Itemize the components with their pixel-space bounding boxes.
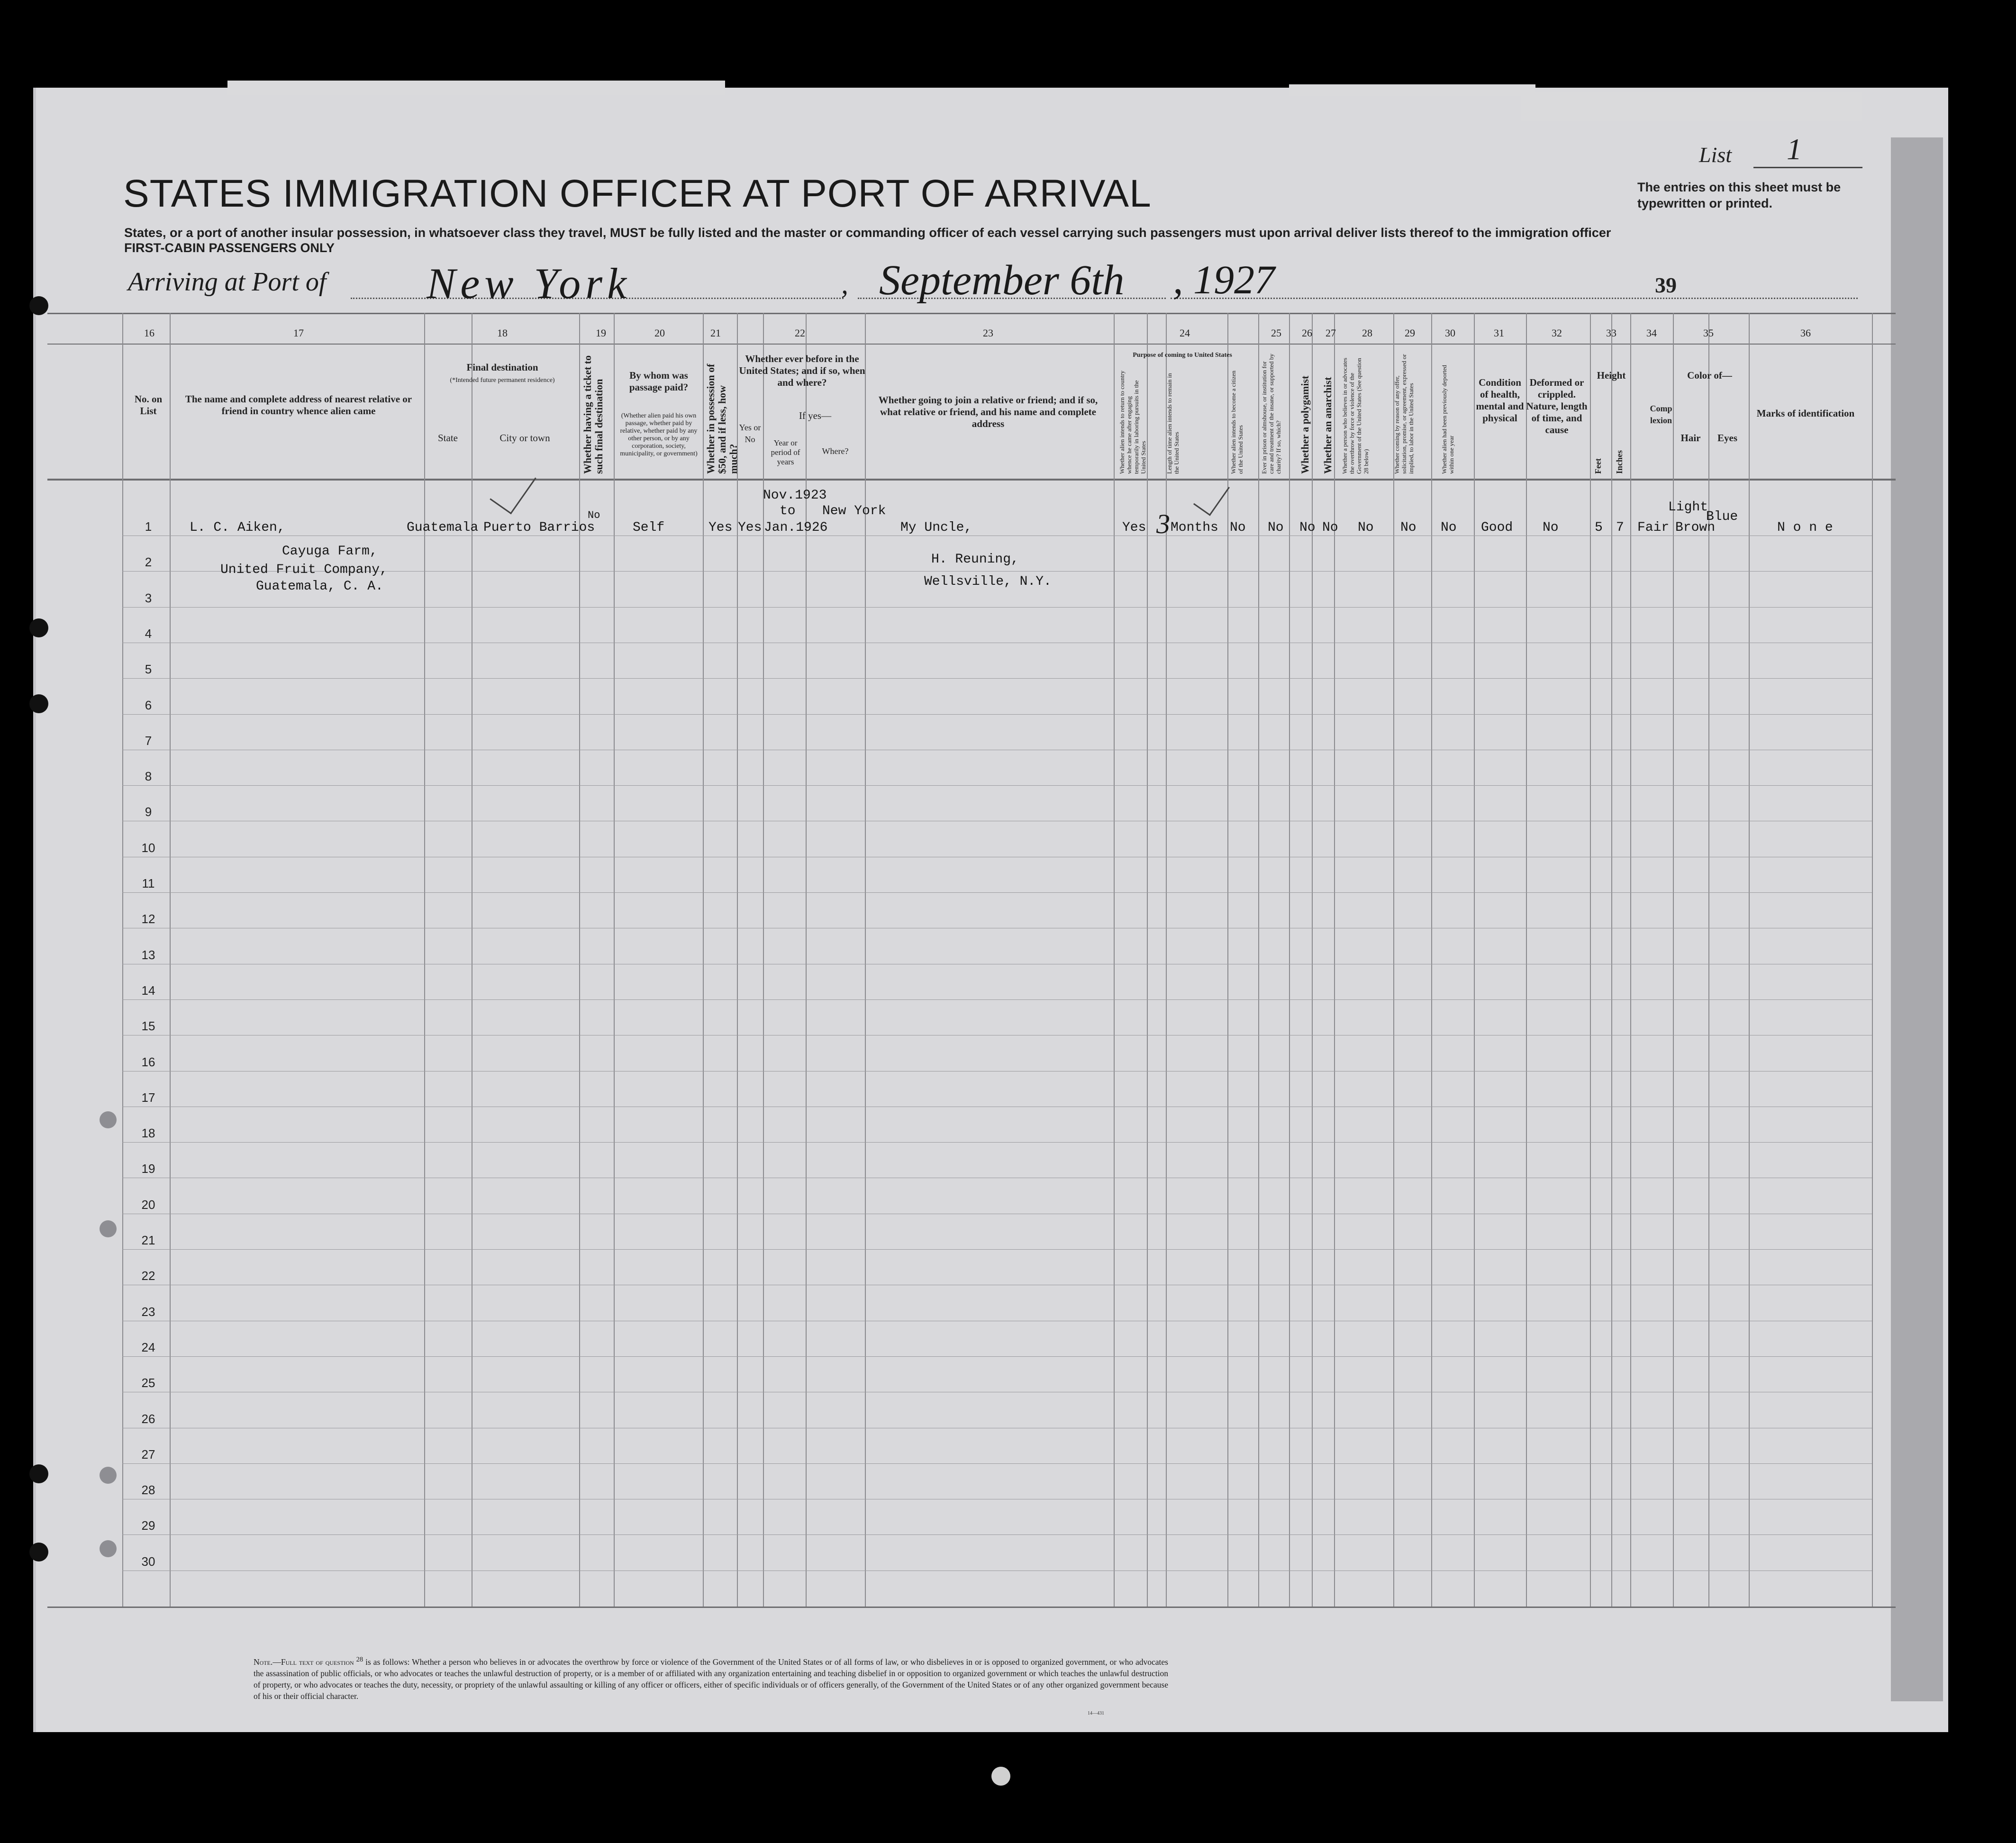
torn-top-edge [1289,84,1535,96]
row-number: 12 [141,912,155,926]
torn-top-edge [227,81,725,95]
punch-hole [100,1467,117,1484]
row-number: 19 [141,1162,155,1176]
column-number-18: 18 [497,327,508,339]
punch-hole [100,1220,117,1237]
header-final-destination-note: (*Intended future permanent residence) [450,377,555,384]
column-divider [1114,313,1115,1607]
stay-duration-unit: Months [1171,520,1218,535]
row-number: 1 [145,519,152,534]
column-divider [737,313,738,1607]
column-divider [1872,313,1873,1607]
column-divider [1474,313,1475,1607]
header-polygamist: Whether a polygamist [1299,375,1311,474]
column-divider [1526,313,1527,1607]
has-ticket: No [588,509,600,521]
column-divider [170,313,171,1607]
is-anarchist: No [1322,520,1338,535]
labor-offer: No [1400,520,1417,535]
previously-deported: No [1441,520,1457,535]
header-no-on-list: No. on List [134,393,163,417]
row-number: 23 [141,1304,155,1319]
footnote-question-number: 28 [356,1656,363,1663]
identification-marks: N o n e [1777,520,1833,535]
column-divider [763,313,764,1607]
column-number-35: 35 [1703,327,1714,339]
arrival-date-handwritten: September 6th [879,257,1125,304]
joining-address: Wellsville, N.Y. [924,574,1052,589]
header-before-yes-no: Yes or No [739,423,761,444]
row-number: 14 [141,983,155,998]
port-handwritten: New York [427,259,631,308]
row-rule [122,892,1872,893]
row-number: 21 [141,1233,155,1247]
column-number-24: 24 [1180,327,1190,339]
row-number: 27 [141,1447,155,1462]
header-overthrow: Whether a person who believes in or advocates the overthrow by force or violence of the Government of the United States (See question 28 below) [1341,357,1370,474]
joining-relationship: My Uncle, [900,520,972,535]
form-code: 14—431 [1088,1711,1104,1716]
row-number: 18 [141,1126,155,1141]
date-separator: , [841,268,848,300]
punch-hole [100,1540,117,1557]
column-number-22: 22 [795,327,805,339]
column-number-23: 23 [983,327,993,339]
row-rule [122,1249,1872,1250]
relative-name: L. C. Aiken, [190,520,285,535]
height-feet: 5 [1595,520,1603,535]
header-marks-identification: Marks of identification [1756,408,1855,419]
row-number: 26 [141,1411,155,1426]
stay-duration-number: 3 [1156,508,1170,539]
typewritten-notice: The entries on this sheet must be typewritten or printed. [1637,180,1841,210]
row-number: 22 [141,1269,155,1283]
passenger-class-label: FIRST-CABIN PASSENGERS ONLY [124,241,335,255]
header-hair: Hair [1680,432,1701,444]
row-rule [122,1463,1872,1464]
row-rule [122,999,1872,1000]
footnote-lead: Note.—Full text of question [254,1657,354,1667]
column-number-34: 34 [1646,327,1657,339]
row-rule [122,1356,1872,1357]
header-deformed: Deformed or crippled. Nature, length of time, and cause [1526,377,1588,436]
column-divider [1431,313,1432,1607]
punch-hole [29,1543,48,1562]
complexion-value: Fair [1637,520,1670,535]
header-inches: Inches [1615,450,1624,474]
header-state: State [438,432,458,444]
row-rule [122,1142,1872,1143]
eye-color: Blue [1706,509,1738,524]
column-number-32: 32 [1552,327,1562,339]
list-number: 1 [1787,132,1802,166]
row-number: 11 [142,876,155,890]
column-divider [1334,313,1335,1607]
header-height: Height [1597,370,1626,381]
header-passage-paid: By whom was passage paid? [629,370,689,393]
advocates-overthrow: No [1358,520,1374,535]
column-number-21: 21 [710,327,721,339]
header-final-destination: Final destination [466,362,538,373]
column-divider [1393,313,1394,1607]
column-divider [806,313,807,1607]
hair-color: Brown [1675,520,1716,535]
column-number-29: 29 [1405,327,1415,339]
header-nearest-relative: The name and complete address of nearest relative or friend in country whence alien came [185,393,412,417]
column-divider [424,313,425,1607]
header-feet: Feet [1593,458,1603,474]
column-number-20: 20 [654,327,665,339]
intends-citizen: No [1230,520,1246,535]
destination-city: Puerto Barrios [483,520,595,535]
column-number-26: 26 [1302,327,1312,339]
column-number-31: 31 [1494,327,1504,339]
punch-hole [29,1464,48,1483]
header-where: Where? [822,446,849,456]
header-ticket: Whether having a ticket to such final destination [581,355,605,474]
list-number-underline [1753,167,1862,168]
header-before-in-us: Whether ever before in the United States; and if so, when and where? [739,353,865,388]
header-if-yes: If yes— [799,410,832,421]
period-to: to [780,504,796,518]
header-complexion: Complexion [1650,404,1672,425]
previous-location: New York [822,504,886,518]
row-number: 16 [141,1054,155,1069]
period-end: Jan.1926 [764,520,828,535]
deformed-crippled: No [1543,520,1559,535]
column-divider [1166,313,1167,1607]
column-divider [122,313,123,1607]
punch-hole [100,1111,117,1128]
column-divider [1590,313,1591,1607]
intends-return: Yes [1122,520,1146,535]
header-condition-health: Condition of health, mental and physical [1476,377,1524,424]
footnote [254,1654,1168,1702]
punch-hole [29,694,48,713]
column-number-33: 33 [1606,327,1616,339]
page-number: 39 [1655,273,1677,297]
column-divider [1749,313,1750,1607]
form-title: STATES IMMIGRATION OFFICER AT PORT OF ARRIVAL [123,172,1152,215]
before-in-us: Yes [738,520,762,535]
column-divider [1611,313,1612,1607]
header-possession-50: Whether in possession of $50, and if less, how much? [705,363,739,474]
torn-top-edge [1521,92,1862,121]
footnote-body: is as follows: Whether a person who believes in or advocates the overthrow by force or violence of the Government of the United States or of all forms of law, or who disbelieves in or is opposed to organized government, or who advocates the assassination of public officials, or who advocates or teaches the unlawful destruction of property, or is a member of or affiliated with any organization entertaining and teaching disbelief in or opposition to organized government or which teaches the unlawful destruction of property, or who advocates or teaches the duty, necessity, or propriety of the unlawful assaulting or killing of any officer or officers, either of specific individuals or of officers generally, of the Government of the United States or of any other organized government because of his or their official character. [254,1657,1168,1701]
row-rule [122,607,1872,608]
column-divider [614,313,615,1607]
header-labor-offer: Whether coming by reason of any offer, solicitation, promise, or agreement, expressed or implied, to labor in the United States [1393,354,1415,474]
row-number: 9 [145,805,152,819]
header-passage-paid-note: (Whether alien paid his own passage, whether paid by relative, whether paid by any other person, or by any corporation, society, municipality, or government) [620,412,698,457]
header-anarchist: Whether an anarchist [1322,377,1334,474]
row-rule [122,678,1872,679]
column-number-27: 27 [1326,327,1336,339]
header-city-or-town: City or town [499,432,550,444]
row-number: 6 [145,698,152,712]
row-number: 7 [145,733,152,748]
form-instructions: States, or a port of another insular possession, in whatsoever class they travel, MUST be fully listed and the master or commanding officer of each vessel carrying such passengers must upon arrival deliver lists thereof to the immigration officer [124,226,1611,240]
header-deported: Whether alien had been previously deported within one year [1441,365,1455,474]
header-intends-citizen: Whether alien intends to become a citizen of the United States [1230,370,1244,474]
column-number-19: 19 [596,327,606,339]
row-number: 2 [145,555,152,570]
passage-paid-by: Self [633,520,665,535]
scan-mark [991,1767,1010,1786]
header-intends-return: Whether alien intends to return to country whence he came after engaging temporarily in laboring pursuits in the United States [1118,370,1147,474]
row-rule [122,1534,1872,1535]
column-divider [1708,313,1709,1607]
header-join-relative: Whether going to join a relative or friend; and if so, what relative or friend, and his name and complete address [878,394,1098,429]
row-number: 5 [145,662,152,677]
punch-hole [29,618,48,637]
header-purpose: Purpose of coming to United States [1133,352,1232,359]
row-number: 20 [141,1197,155,1212]
relative-address-country: Guatemala, C. A. [256,579,383,594]
row-number: 8 [145,769,152,784]
destination-state: Guatemala [407,520,479,535]
row-number: 3 [145,590,152,605]
has-fifty-dollars: Yes [708,520,733,535]
period-start: Nov.1923 [763,488,827,503]
hair-light: Light [1668,500,1708,515]
column-divider [1312,313,1313,1607]
header-color-of: Color of— [1687,370,1732,381]
row-number: 30 [141,1554,155,1569]
ever-in-prison: No [1268,520,1284,535]
table-bottom-rule [47,1607,1896,1608]
row-number: 29 [141,1518,155,1533]
row-number: 25 [141,1376,155,1390]
is-polygamist: No [1299,520,1316,535]
column-number-30: 30 [1445,327,1455,339]
row-number: 15 [141,1019,155,1034]
relative-address-farm: Cayuga Farm, [282,544,378,559]
arrival-year-handwritten: , 1927 [1173,257,1275,302]
health-condition: Good [1481,520,1513,535]
row-number: 13 [141,947,155,962]
list-label: List [1699,143,1732,167]
header-prison-almshouse: Ever in prison or almshouse, or institution for care and treatment of the insane, or supported by charity? If so, which? [1261,354,1282,474]
column-number-rule [47,344,1896,345]
relative-address-company: United Fruit Company, [220,563,388,577]
row-number: 17 [141,1090,155,1105]
row-number: 28 [141,1483,155,1498]
column-number-16: 16 [144,327,154,339]
column-divider [1147,313,1148,1607]
column-number-25: 25 [1271,327,1281,339]
column-divider [1289,313,1290,1607]
height-inches: 7 [1616,520,1624,535]
column-divider [703,313,704,1607]
row-rule [122,785,1872,786]
column-number-28: 28 [1362,327,1372,339]
column-number-17: 17 [293,327,304,339]
row-number: 10 [141,840,155,855]
column-divider [1630,313,1631,1607]
row-number: 4 [145,626,152,641]
header-year-period: Year or period of years [771,438,800,466]
joining-name: H. Reuning, [931,552,1019,567]
header-bottom-rule [47,479,1896,481]
column-divider [579,313,580,1607]
arriving-label: Arriving at Port of [128,267,327,297]
punch-hole [29,296,48,315]
page-edge-strip [1891,137,1943,1701]
column-number-36: 36 [1800,327,1811,339]
column-divider [1227,313,1228,1607]
header-eyes: Eyes [1717,432,1737,444]
row-number: 24 [141,1340,155,1354]
table-top-rule [47,313,1896,314]
header-length-of-stay: Length of time alien intends to remain in the United States [1166,373,1180,474]
row-rule [122,714,1872,715]
column-divider [1258,313,1259,1607]
